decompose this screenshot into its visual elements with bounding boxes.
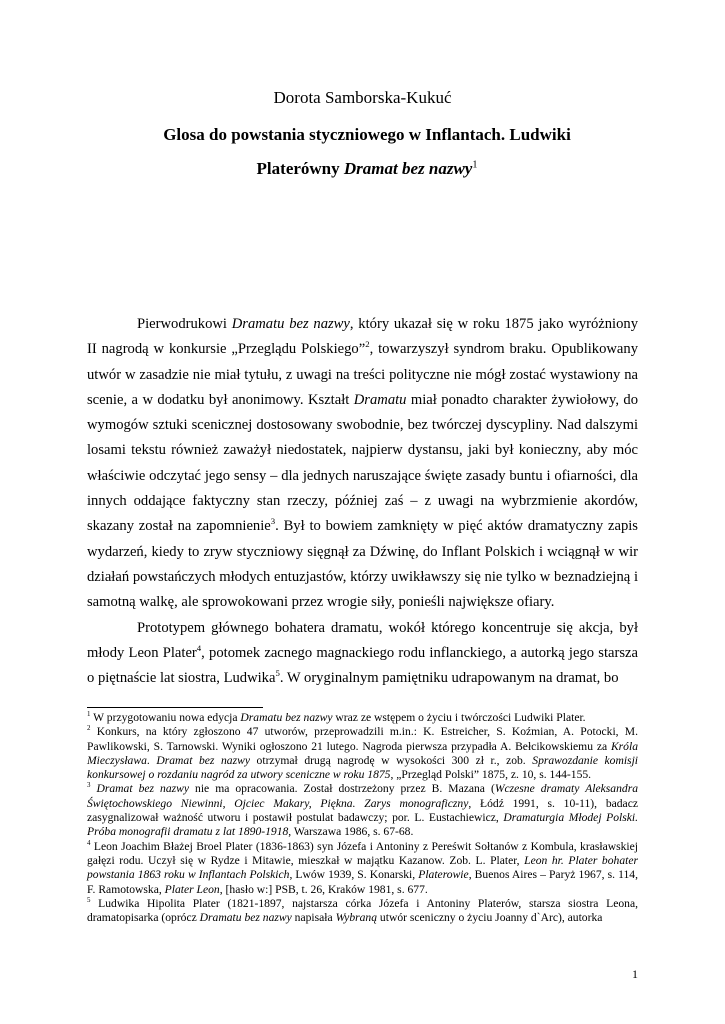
footnote-ref-3: 3 [270,516,276,527]
text-run: W przygotowaniu nowa edycja [90,711,241,724]
footnote-4 [87,840,638,897]
footnote-mark: 1 [87,710,91,719]
paragraph-1 [87,312,638,616]
text-run: , [hasło w:] PSB, t. 26, Kraków 1981, s. 677. [219,882,428,896]
text-run: , Buenos Aires – Paryż 1967, s. 114, F. Ramotowska, [87,868,638,896]
text-run: . [146,753,157,767]
footnote-mark: 4 [87,838,91,847]
footnotes [87,711,638,925]
text-run: nie ma opracowania. Został dostrzeżony przez B. Mazana ( [189,782,495,796]
footnote-ref-2: 2 [365,339,370,350]
title-italic-work: Dramat bez nazwy [343,159,473,178]
footnote-ref-1: 1 [472,159,478,171]
text-run: . W oryginalnym pamiętniku udrapowanym na dramat, bo [279,670,619,687]
italic-run: Sprawozdanie komisji konkursowej o rozdaniu nagród za utwory sceniczne w roku 1875 [87,753,639,782]
text-run: Ludwika Hipolita Plater (1821-1897, najstarsza córka Józefa i Antoniny Platerów, starsza siostra Leona, dramatopisarka (oprócz [87,896,638,925]
text-run: wraz ze wstępem o życiu i twórczości Ludwiki Plater. [332,711,586,724]
italic-run: Leon hr. Plater bohater powstania 1863 roku w Inflantach Polskich [87,853,638,882]
italic-run: Wybraną [335,911,378,925]
footnote-2 [87,725,638,782]
italic-run: Wczesne dramaty Aleksandra Świętochowskiego Niewinni, Ojciec Makary, Piękna. Zarys monograficzny [87,782,638,810]
footnote-3 [87,782,638,839]
italic-run: Dramat bez nazwy [96,782,190,796]
title-line-2: Platerówny [256,159,344,178]
footnote-5 [87,897,638,926]
italic-run: Platerowie [418,868,469,882]
title-line-1: Glosa do powstania styczniowego w Inflantach. Ludwiki [163,125,571,144]
italic-run: Dramatu bez nazwy [240,711,333,724]
italic-run: Dramatu bez nazwy [231,316,350,332]
article-title [96,118,638,186]
footnote-mark: 5 [87,896,91,904]
italic-run: Króla Mieczysława [87,739,638,767]
text-run: , Lwów 1939, S. Konarski, [289,868,419,882]
text-run: otrzymał drugą nagrodę w wysokości 300 zł r., zob. [250,753,533,767]
text-run: , potomek zacnego magnackiego rodu inflanckiego, a autorką jego starsza o piętnaście lat siostra, Ludwika [87,644,638,687]
text-run: miał ponadto charakter żywiołowy, do wymogów sztuki scenicznej dostosowany swobodnie, bez twórczej dyscypliny. Nad dalszymi losami tekstu również zaważył niedostatek, najpierw dystansu, jaki był konieczny, aby móc właściwie odczytać jego sensy – dla jednych naruszające święte zasady buntu i ofiarności, dla innych oddające faktyczny stan rzeczy, później zaś – z uwagi na wybrzmienie akordów, skazany został na zapomnienie [87,391,639,535]
italic-run: Dramatu bez nazwy [199,911,292,925]
italic-run: Dramat bez nazwy [156,753,250,767]
text-run: Leon Joachim Błażej Broel Plater (1836-1863) syn Józefa i Antoniny z Pereświt Sołtanów z Kombula, krasławskiej gałęzi rodu. Uczył się w Rydze i Mitawie, mieszkał w majątku Kazanow. Zob. L. Plater, [87,839,638,867]
footnote-mark: 2 [87,724,91,733]
text-run: napisała [291,911,336,925]
page-number: 1 [632,967,638,981]
paragraph-2 [87,616,638,692]
text-run: . Był to bowiem zamknięty w pięć aktów dramatyczny zapis wydarzeń, kiedy to zryw styczniowy sięgnął za Dźwinę, do Inflant Polskich i wciągnął w wir działań powstańczych młodych entuzjastów, którzy uwikławszy się nie tylko w beznadziejną i samotną walkę, ale sprowokowani przez wrogie siły, ponieśli największe ofiary. [87,518,638,611]
text-run: Prototypem głównego bohatera dramatu, wokół którego koncentruje się akcja, był młody Leon Plater [87,619,638,661]
footnote-mark: 3 [87,781,91,790]
italic-run: Dramaturgia Młodej Polski. Próba monografii dramatu z lat 1890-1918 [87,811,639,839]
text-run: , Łódź 1991, s. 10-11), badacz zasygnalizował ważność utworu i postawił postulat badawczy; por. L. Eustachiewicz, [87,796,638,825]
italic-run: Plater Leon [164,882,220,896]
text-run: , Warszawa 1986, s. 67-68. [288,825,414,839]
text-run: utwór sceniczny o życiu Joanny d`Arc), autorka [377,911,603,925]
author-name: Dorota Samborska-Kukuć [273,88,452,107]
text-run: , który ukazał się w roku 1875 jako wyróżniony II nagrodą w konkursie „Przeglądu Polskiego” [87,316,638,358]
footnote-ref-5: 5 [275,668,280,679]
text-run: , towarzyszył syndrom braku. Opublikowany utwór w zasadzie nie miał tytułu, z uwagi na treści polityczne nie mógł zostać wystawiony na scenie, a w dodatku był anonimowy. Kształt [87,341,639,408]
text-run: , „Przegląd Polski” 1875, z. 10, s. 144-155. [390,768,592,782]
body-text [87,312,638,691]
text-run: Pierwodrukowi [137,316,232,332]
footnote-separator [87,707,263,708]
text-run: Konkurs, na który zgłoszono 47 utworów, przeprowadzili m.in.: K. Estreicher, S. Koźmian, A. Potocki, M. Pawlikowski, S. Tarnowski. Wyniki ogłoszono 21 lutego. Nagroda pierwsza przypadła A. Bełcikowskiemu za [87,725,638,753]
footnote-1 [87,711,638,725]
italic-run: Dramatu [353,391,407,408]
footnote-ref-4: 4 [196,643,202,653]
